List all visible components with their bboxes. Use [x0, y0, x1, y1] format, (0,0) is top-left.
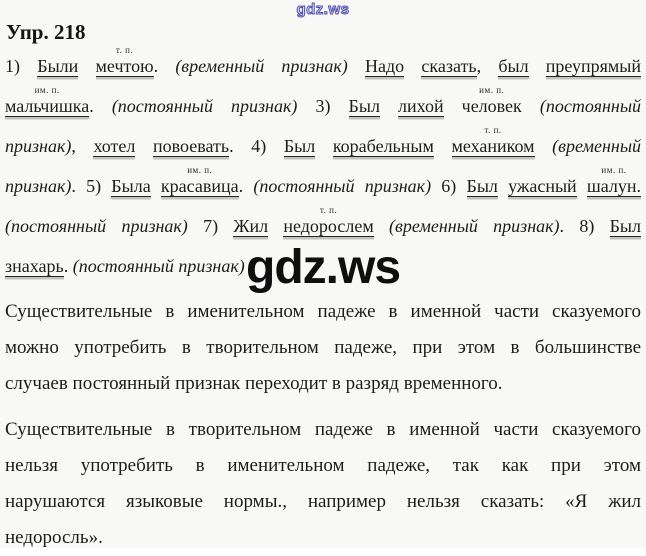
underlined-word: мечтою т. п. [95, 45, 154, 76]
plain-text [577, 176, 587, 196]
underlined-word: корабельным [332, 136, 434, 156]
paragraph-line: случаев постоянный признак переходит в разряд временного. [5, 373, 503, 394]
italic-note: (временный признак) [175, 56, 348, 76]
underlined-word: механиком т. п. [451, 125, 535, 156]
underlined-word: Была [111, 176, 151, 196]
italic-note: (временный признак) [389, 216, 560, 236]
paragraph [5, 294, 641, 402]
plain-text [135, 136, 153, 156]
plain-text [535, 136, 553, 156]
italic-note: (временный [552, 136, 642, 156]
italic-note: признак) [5, 136, 72, 156]
paragraph-line: Существительные в именительном падеже в именной части сказуемого [5, 301, 641, 322]
plain-text: 6) [431, 176, 467, 196]
plain-text: 1) [5, 56, 38, 76]
paragraph-line: нарушаются языковые нормы., например нельзя сказать: «Я жил [5, 491, 641, 512]
italic-note: (постоянный признак) [111, 96, 298, 116]
underlined-word: Был [466, 176, 498, 196]
watermark-center: gdz.ws [246, 241, 401, 294]
plain-text: 7) [187, 216, 234, 236]
plain-text [151, 176, 161, 196]
exercise-line [5, 86, 641, 126]
plain-text: 3) [297, 96, 349, 116]
underlined-word: шалун. им. п. [586, 165, 642, 196]
plain-text: , [71, 136, 94, 156]
case-label: т. п. [484, 125, 502, 135]
plain-text [404, 56, 421, 76]
case-label: им. п. [187, 165, 213, 175]
plain-text: . [153, 56, 176, 76]
underlined-word: мальчишка им. п. [5, 85, 90, 116]
plain-text [444, 96, 462, 116]
plain-text [268, 216, 283, 236]
underlined-word: был [498, 56, 529, 76]
exercise-title: Упр. 218 [6, 20, 86, 44]
underlined-word: красавица им. п. [160, 165, 239, 196]
underlined-word: повоевать [153, 136, 230, 156]
case-label: им. п. [479, 85, 505, 95]
underlined-word: Жил [233, 216, 269, 236]
underlined-word: хотел [93, 136, 136, 156]
case-label: т. п. [115, 45, 134, 55]
underlined-word: недорослем т. п. [283, 205, 374, 236]
underlined-word: сказать [421, 56, 477, 76]
italic-note: (постоянный признак) [72, 256, 245, 276]
underlined-word: лихой [398, 96, 444, 116]
plain-text [498, 176, 508, 196]
plain-text: . 8) [559, 216, 610, 236]
italic-note: (постоянный признак) [5, 216, 188, 236]
answer-paragraphs [5, 294, 641, 556]
italic-note: признак) [5, 176, 72, 196]
underlined-word: Был [609, 216, 642, 236]
plain-text: , [476, 56, 499, 76]
italic-note: (постоянный признак) [253, 176, 432, 196]
plain-text [78, 56, 95, 76]
underlined-word: знахарь [5, 256, 64, 276]
underlined-word: Надо [365, 56, 405, 76]
plain-text: человек им. п. [461, 85, 522, 116]
underlined-word: Были [37, 56, 79, 76]
paragraph-line: недоросль». [5, 527, 103, 548]
plain-text: . [89, 96, 112, 116]
plain-text [529, 56, 546, 76]
paragraph-line: нельзя употребить в именительном падеже, так как при этом [5, 455, 641, 476]
case-label: им. п. [34, 85, 60, 95]
plain-text [348, 56, 365, 76]
plain-text [380, 96, 398, 116]
case-label: им. п. [601, 165, 627, 175]
plain-text [374, 216, 389, 236]
plain-text [522, 96, 540, 116]
paragraph-line: можно употребить в творительном падеже, при этом в большинстве [5, 337, 641, 358]
underlined-word: ужасный [508, 176, 577, 196]
plain-text: . [238, 176, 254, 196]
exercise-line [5, 166, 641, 206]
italic-note: (постоянный [539, 96, 642, 116]
exercise-line [5, 126, 641, 166]
plain-text: . [63, 256, 73, 276]
exercise-line [5, 206, 641, 246]
plain-text: . 5) [71, 176, 112, 196]
plain-text: . 4) [229, 136, 284, 156]
plain-text [434, 136, 452, 156]
underlined-word: преупрямый [545, 56, 641, 76]
underlined-word: Был [283, 136, 316, 156]
watermark-top: gdz.ws [296, 1, 350, 18]
paragraph-line: Существительные в творительном падеже в именной части сказуемого [5, 419, 641, 440]
paragraph [5, 412, 641, 556]
case-label: т. п. [319, 205, 338, 215]
plain-text [315, 136, 333, 156]
underlined-word: Был [348, 96, 380, 116]
exercise-line [5, 46, 641, 86]
